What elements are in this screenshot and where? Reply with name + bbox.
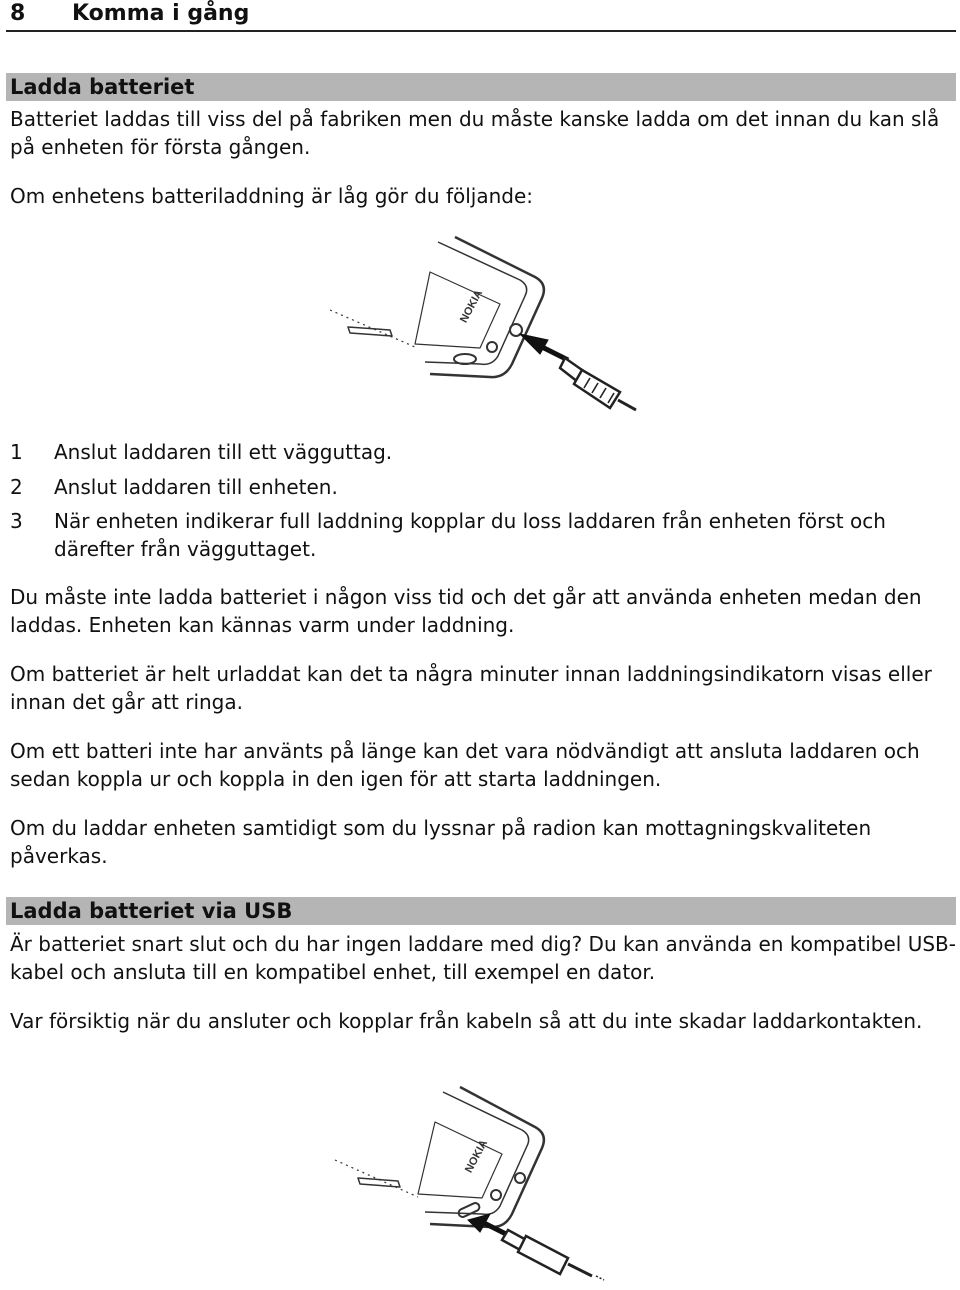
section-heading: Ladda batteriet xyxy=(6,73,956,101)
step-text: Anslut laddaren till enheten. xyxy=(54,475,338,499)
step-text: När enheten indikerar full laddning kopplar du loss laddaren från enheten först och därefter från vägguttaget. xyxy=(54,509,886,561)
lead-paragraph: Om enhetens batteriladdning är låg gör du följande: xyxy=(10,184,534,208)
usb-connection-illustration xyxy=(330,1082,630,1282)
body-paragraph: Om du laddar enheten samtidigt som du lyssnar på radion kan mottagningskvaliteten påverkas. xyxy=(10,816,872,868)
chapter-title: Komma i gång xyxy=(72,1,250,26)
step-number: 1 xyxy=(10,440,23,464)
body-paragraph: Är batteriet snart slut och du har ingen laddare med dig? Du kan använda en kompatibel USB-kabel och ansluta till en kompatibel enhet, till exempel en dator. xyxy=(10,932,956,984)
body-paragraph: Du måste inte ladda batteriet i någon viss tid och det går att använda enheten medan den laddas. Enheten kan kännas varm under laddning. xyxy=(10,585,922,637)
step-text: Anslut laddaren till ett vägguttag. xyxy=(54,440,393,464)
phone-brand-logo: NOKIA xyxy=(462,1137,491,1175)
page-header xyxy=(6,0,956,32)
body-paragraph: Om ett batteri inte har använts på länge kan det vara nödvändigt att ansluta laddaren och sedan koppla ur och koppla in den igen för att starta laddningen. xyxy=(10,739,920,791)
page-number: 8 xyxy=(10,1,26,26)
step-number: 2 xyxy=(10,475,23,499)
charger-connection-illustration xyxy=(320,232,640,412)
phone-brand-logo: NOKIA xyxy=(457,287,486,325)
section-heading: Ladda batteriet via USB xyxy=(6,897,956,925)
body-paragraph: Var försiktig när du ansluter och kopplar från kabeln så att du inte skadar laddarkontakten. xyxy=(10,1009,923,1033)
step-number: 3 xyxy=(10,509,23,533)
body-paragraph: Om batteriet är helt urladdat kan det ta några minuter innan laddningsindikatorn visas eller innan det går att ringa. xyxy=(10,662,932,714)
intro-paragraph: Batteriet laddas till viss del på fabriken men du måste kanske ladda om det innan du kan slå på enheten för första gången. xyxy=(10,107,940,159)
